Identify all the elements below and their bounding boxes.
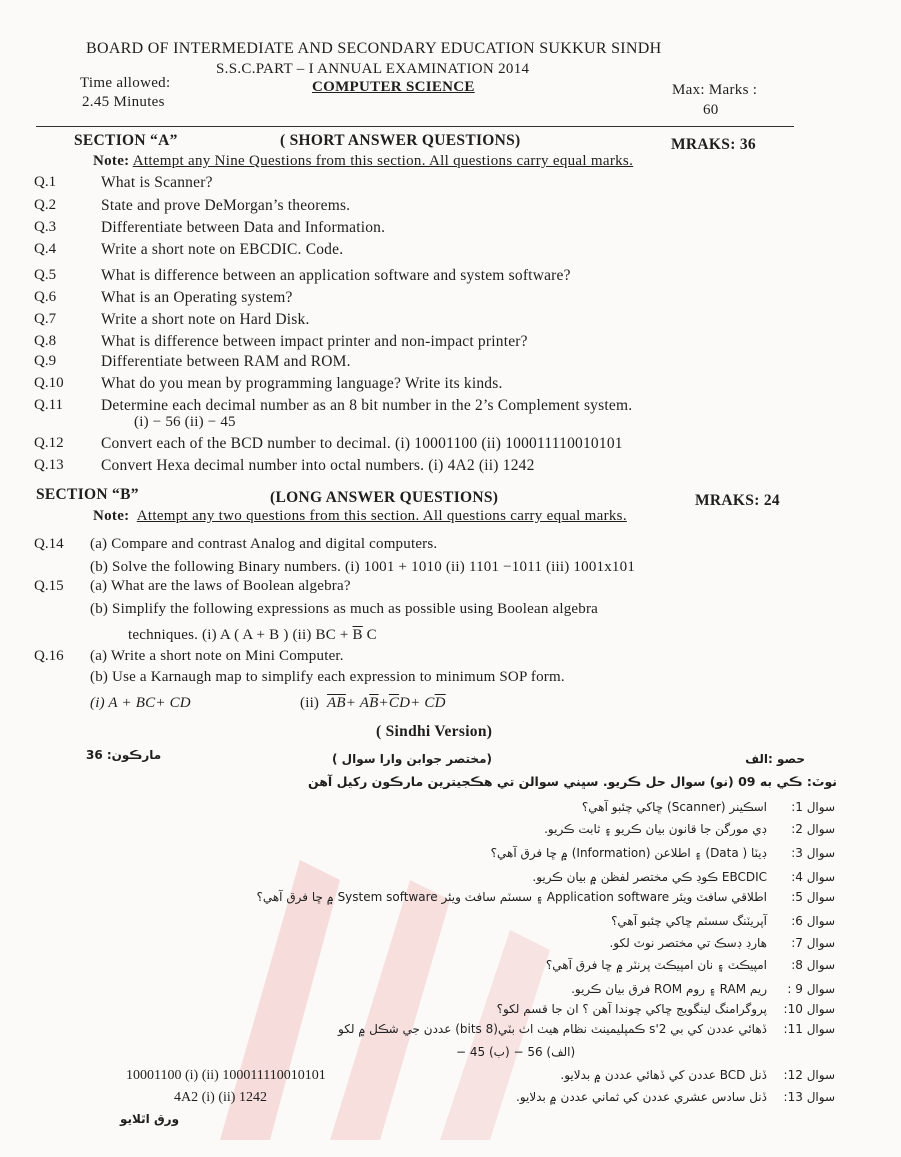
question-number: Q.3 <box>34 219 57 235</box>
sindhi-question-number: سوال 13: <box>783 1090 835 1104</box>
section-a-title: SECTION “A” <box>74 132 178 149</box>
sindhi-question-number: سوال 6: <box>791 914 835 928</box>
sindhi-question-number: سوال 10: <box>783 1002 835 1016</box>
question-number: Q.11 <box>34 397 64 413</box>
sindhi-question-number: سوال 3: <box>791 846 835 860</box>
expr-term: + <box>378 695 389 711</box>
expr-term: + A <box>345 695 370 711</box>
sindhi-q11-subparts: (الف) 56 − (ب) 45 − <box>456 1045 576 1059</box>
sindhi-q13-values: 1242 (ii) 4A2 (i) <box>174 1090 267 1105</box>
q14-part-a: (a) Compare and contrast Analog and digital computers. <box>90 536 438 552</box>
q16-expr-i: (i) A + BC+ CD <box>90 695 191 711</box>
sindhi-question-text: آپريٽنگ سسٽم ڇاکي چئبو آهي؟ <box>611 914 767 928</box>
q15b2-suffix: C <box>362 627 377 643</box>
sindhi-question-number: سوال 4: <box>791 870 835 884</box>
sindhi-question-text: ڏنل سادس عشري عددن کي ثماني عددن ۾ بدلايو. <box>516 1090 767 1104</box>
q16-number: Q.16 <box>34 648 64 664</box>
question-text: What is difference between an application software and system software? <box>101 267 571 284</box>
question-text: State and prove DeMorgan’s theorems. <box>101 197 351 214</box>
question-number: Q.12 <box>34 435 64 451</box>
sindhi-question-number: سوال 1: <box>791 800 835 814</box>
question-text: What do you mean by programming language? Write its kinds. <box>101 375 503 392</box>
sindhi-question-text: هارڊ ڊسڪ تي مختصر نوٽ لکو. <box>609 936 767 950</box>
expr-term: D+ C <box>399 695 435 711</box>
q15-part-b-expressions <box>128 627 377 644</box>
note-label: Note: <box>93 153 130 169</box>
expr-term: $\overline{B}$ <box>369 695 379 711</box>
sindhi-subtitle: (مختصر جوابن وارا سوال ) <box>332 752 492 766</box>
question-text: Differentiate between Data and Information. <box>101 219 386 236</box>
q16-part-a: (a) Write a short note on Mini Computer. <box>90 648 344 664</box>
marks-value: 60 <box>703 102 719 118</box>
section-a-subtitle: ( SHORT ANSWER QUESTIONS) <box>280 132 521 149</box>
sindhi-question-number: سوال 2: <box>791 822 835 836</box>
exam-title: S.S.C.PART – I ANNUAL EXAMINATION 2014 <box>216 61 530 77</box>
note-label: Note: <box>93 508 130 524</box>
sindhi-question-text: امپيڪٽ ۽ نان امپيڪٽ پرنٽر ۾ ڇا فرق آهي؟ <box>545 958 767 972</box>
sindhi-question-text: ڊي مورگن جا قانون بيان ڪريو ۽ ثابت ڪريو. <box>544 822 767 836</box>
note-text: Attempt any Nine Questions from this section. All questions carry equal marks. <box>132 153 634 169</box>
q14-number: Q.14 <box>34 536 64 552</box>
section-a-marks: MRAKS: 36 <box>671 136 756 153</box>
section-b-title: SECTION “B” <box>36 486 139 503</box>
expr-term: $\overline{D}$ <box>434 695 446 711</box>
sindhi-question-text: ڏنل BCD عددن کي ڏهائي عددن ۾ بدلايو. <box>560 1068 767 1082</box>
question-number: Q.7 <box>34 311 57 327</box>
marks-label: Max: Marks : <box>672 82 758 98</box>
expr-term: $\overline{A}$ <box>327 695 337 711</box>
q15b2-prefix: techniques. (i) A ( A + B ) (ii) BC + <box>128 627 353 643</box>
question-number: Q.9 <box>34 353 57 369</box>
note-text: Attempt any two questions from this section. All questions carry equal marks. <box>136 508 627 524</box>
sindhi-question-text: اسڪينر (Scanner) ڇاکي چئبو آهي؟ <box>581 800 767 814</box>
question-number: Q.6 <box>34 289 57 305</box>
question-text: Convert Hexa decimal number into octal numbers. (i) 4A2 (ii) 1242 <box>101 457 535 474</box>
q15-number: Q.15 <box>34 578 64 594</box>
section-b-subtitle: (LONG ANSWER QUESTIONS) <box>270 489 499 506</box>
sindhi-question-number: سوال 8: <box>791 958 835 972</box>
question-number: Q.13 <box>34 457 64 473</box>
question-text: Write a short note on Hard Disk. <box>101 311 310 328</box>
section-b-note <box>93 508 627 525</box>
board-title: BOARD OF INTERMEDIATE AND SECONDARY EDUCATION SUKKUR SINDH <box>86 40 662 57</box>
sindhi-footer: ورق اٿلايو <box>120 1112 180 1126</box>
sindhi-section: حصو :الف <box>745 752 805 766</box>
subject-title: COMPUTER SCIENCE <box>312 79 475 95</box>
sindhi-question-text: پروگرامنگ لينگويج ڇاکي چوندا آهن ؟ ان جا قسم لکو؟ <box>496 1002 767 1016</box>
q16-part-b: (b) Use a Karnaugh map to simplify each expression to minimum SOP form. <box>90 669 565 685</box>
q14-part-b: (b) Solve the following Binary numbers. (i) 1001 + 1010 (ii) 1101 −1011 (iii) 1001x101 <box>90 559 636 575</box>
sindhi-note: نوٽ: ڪي به 09 (نو) سوال حل ڪريو. سڀني سوالن تي هڪجيترين مارڪون رکيل آهن <box>308 774 837 789</box>
q16-expr-ii <box>300 695 446 712</box>
expr-term: $\overline{C}$ <box>388 695 400 711</box>
question-number: Q.8 <box>34 333 57 349</box>
q11-subparts: (i) − 56 (ii) − 45 <box>134 414 236 430</box>
sindhi-question-text: ريم RAM ۽ روم ROM فرق بيان ڪريو. <box>571 982 767 996</box>
sindhi-q12-values: 100011110010101 (ii) 10001100 (i) <box>126 1068 326 1083</box>
q15b2-b-bar: $\overline{B}$ <box>352 627 363 643</box>
question-number: Q.10 <box>34 375 64 391</box>
expr-ii-label: (ii) <box>300 695 320 711</box>
sindhi-question-number: سوال 9 : <box>787 982 835 996</box>
question-number: Q.4 <box>34 241 57 257</box>
section-b-marks: MRAKS: 24 <box>695 492 780 509</box>
sindhi-question-number: سوال 7: <box>791 936 835 950</box>
q15-part-a: (a) What are the laws of Boolean algebra? <box>90 578 351 594</box>
section-a-note <box>93 153 633 170</box>
question-text: Determine each decimal number as an 8 bit number in the 2’s Complement system. <box>101 397 633 414</box>
question-text: What is Scanner? <box>101 174 213 191</box>
question-text: Differentiate between RAM and ROM. <box>101 353 351 370</box>
sindhi-marks: مارڪون: 36 <box>86 748 162 762</box>
header-divider <box>36 126 794 127</box>
expr-term: $\overline{B}$ <box>336 695 346 711</box>
time-value: 2.45 Minutes <box>82 94 165 110</box>
question-text: What is difference between impact printer and non-impact printer? <box>101 333 528 350</box>
sindhi-question-number: سوال 12: <box>783 1068 835 1082</box>
sindhi-question-text: EBCDIC ڪوڊ ڪي مختصر لفظن ۾ بيان ڪريو. <box>532 870 767 884</box>
question-number: Q.5 <box>34 267 57 283</box>
sindhi-question-number: سوال 5: <box>791 890 835 904</box>
sindhi-question-text: ڏهائي عددن کي بي 2's ڪمپليمينٽ نظام هيٺ اٺ بٽي(8 bits) عددن جي شڪل ۾ لکو <box>338 1022 767 1036</box>
time-label: Time allowed: <box>80 75 171 91</box>
sindhi-question-text: اطلاقي سافٽ ويئر Application software ۽ سسٽم سافٽ ويئر System software ۾ ڇا فرق آهي؟ <box>256 890 767 904</box>
question-text: What is an Operating system? <box>101 289 293 306</box>
question-number: Q.1 <box>34 174 57 190</box>
question-text: Convert each of the BCD number to decimal. (i) 10001100 (ii) 100011110010101 <box>101 435 623 452</box>
sindhi-question-number: سوال 11: <box>783 1022 835 1036</box>
question-number: Q.2 <box>34 197 57 213</box>
q15-part-b: (b) Simplify the following expressions as much as possible using Boolean algebra <box>90 601 599 617</box>
question-text: Write a short note on EBCDIC. Code. <box>101 241 344 258</box>
sindhi-version-title: ( Sindhi Version) <box>376 723 493 740</box>
sindhi-question-text: ڊيٽا ( Data) ۽ اطلاعن (Information) ۾ ڇا فرق آهي؟ <box>490 846 767 860</box>
